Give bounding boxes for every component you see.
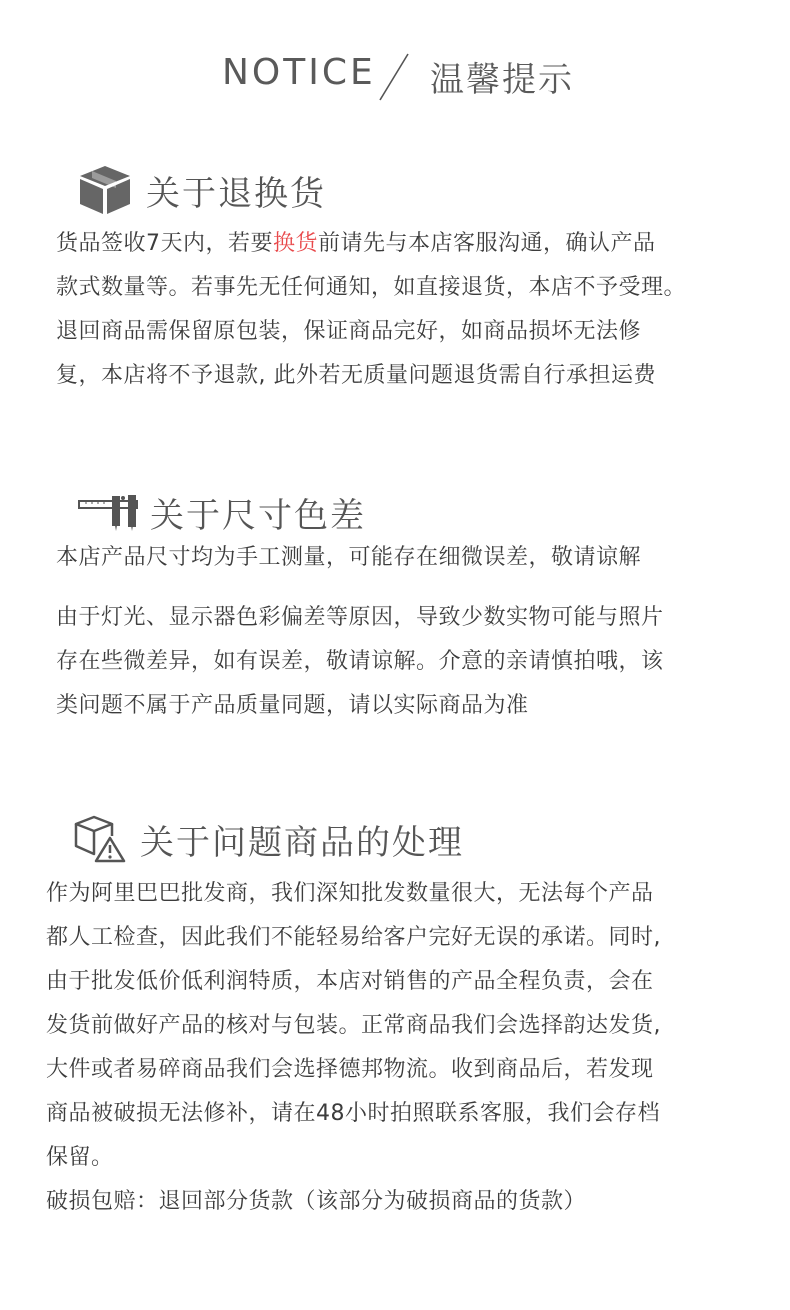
- package-box-icon: [78, 164, 132, 216]
- text-line: 复，本店将不予退款, 此外若无质量问题退货需自行承担运费: [56, 363, 656, 388]
- text-line: 都人工检查，因此我们不能轻易给客户完好无误的承诺。同时,: [46, 925, 661, 950]
- text-line: 保留。: [46, 1145, 114, 1170]
- section-problem-title: [74, 814, 464, 864]
- text-line: 退回商品需保留原包装，保证商品完好，如商品损坏无法修: [56, 319, 642, 344]
- text-segment: 前请先与本店客服沟通，确认产品: [318, 231, 656, 256]
- text-line: 类问题不属于产品质量同题，请以实际商品为准: [56, 693, 529, 718]
- slash-divider: [374, 50, 414, 106]
- text-line: [56, 222, 686, 266]
- highlight-exchange: 换货: [273, 231, 319, 256]
- text-line: 发货前做好产品的核对与包装。正常商品我们会选择韵达发货,: [46, 1013, 661, 1038]
- section-title-label: 关于退换货: [146, 173, 326, 214]
- text-line: 商品被破损无法修补，请在48小时拍照联系客服，我们会存档: [46, 1101, 660, 1126]
- notice-header: [0, 50, 790, 106]
- section-size-text-1: [56, 536, 641, 580]
- section-returns-text: [56, 222, 686, 398]
- section-problem-text: [46, 872, 661, 1224]
- section-title-label: 关于尺寸色差: [150, 496, 366, 536]
- text-line: 大件或者易碎商品我们会选择德邦物流。收到商品后，若发现: [46, 1057, 654, 1082]
- text-line: 本店产品尺寸均为手工测量，可能存在细微误差，敬请谅解: [56, 545, 642, 570]
- section-title-label: 关于问题商品的处理: [140, 822, 464, 863]
- section-returns-title: [78, 164, 326, 216]
- caliper-icon: [78, 493, 140, 533]
- notice-title-en: NOTICE: [222, 52, 376, 93]
- damaged-box-warning-icon: [74, 814, 126, 864]
- section-size-text-2: [56, 596, 664, 728]
- compensation-line: 破损包赔：退回部分货款（该部分为破损商品的货款）: [46, 1189, 587, 1214]
- text-line: 由于批发低价低利润特质，本店对销售的产品全程负责，会在: [46, 969, 654, 994]
- text-line: 作为阿里巴巴批发商，我们深知批发数量很大，无法每个产品: [46, 881, 654, 906]
- text-segment: 货品签收7天内，若要: [56, 231, 273, 256]
- text-line: 款式数量等。若事先无任何通知，如直接退货，本店不予受理。: [56, 275, 687, 300]
- section-size-title: [78, 488, 366, 537]
- text-line: 由于灯光、显示器色彩偏差等原因，导致少数实物可能与照片: [56, 605, 664, 630]
- notice-title-cn: 温馨提示: [430, 60, 574, 100]
- text-line: 存在些微差异，如有误差，敬请谅解。介意的亲请慎拍哦，该: [56, 649, 664, 674]
